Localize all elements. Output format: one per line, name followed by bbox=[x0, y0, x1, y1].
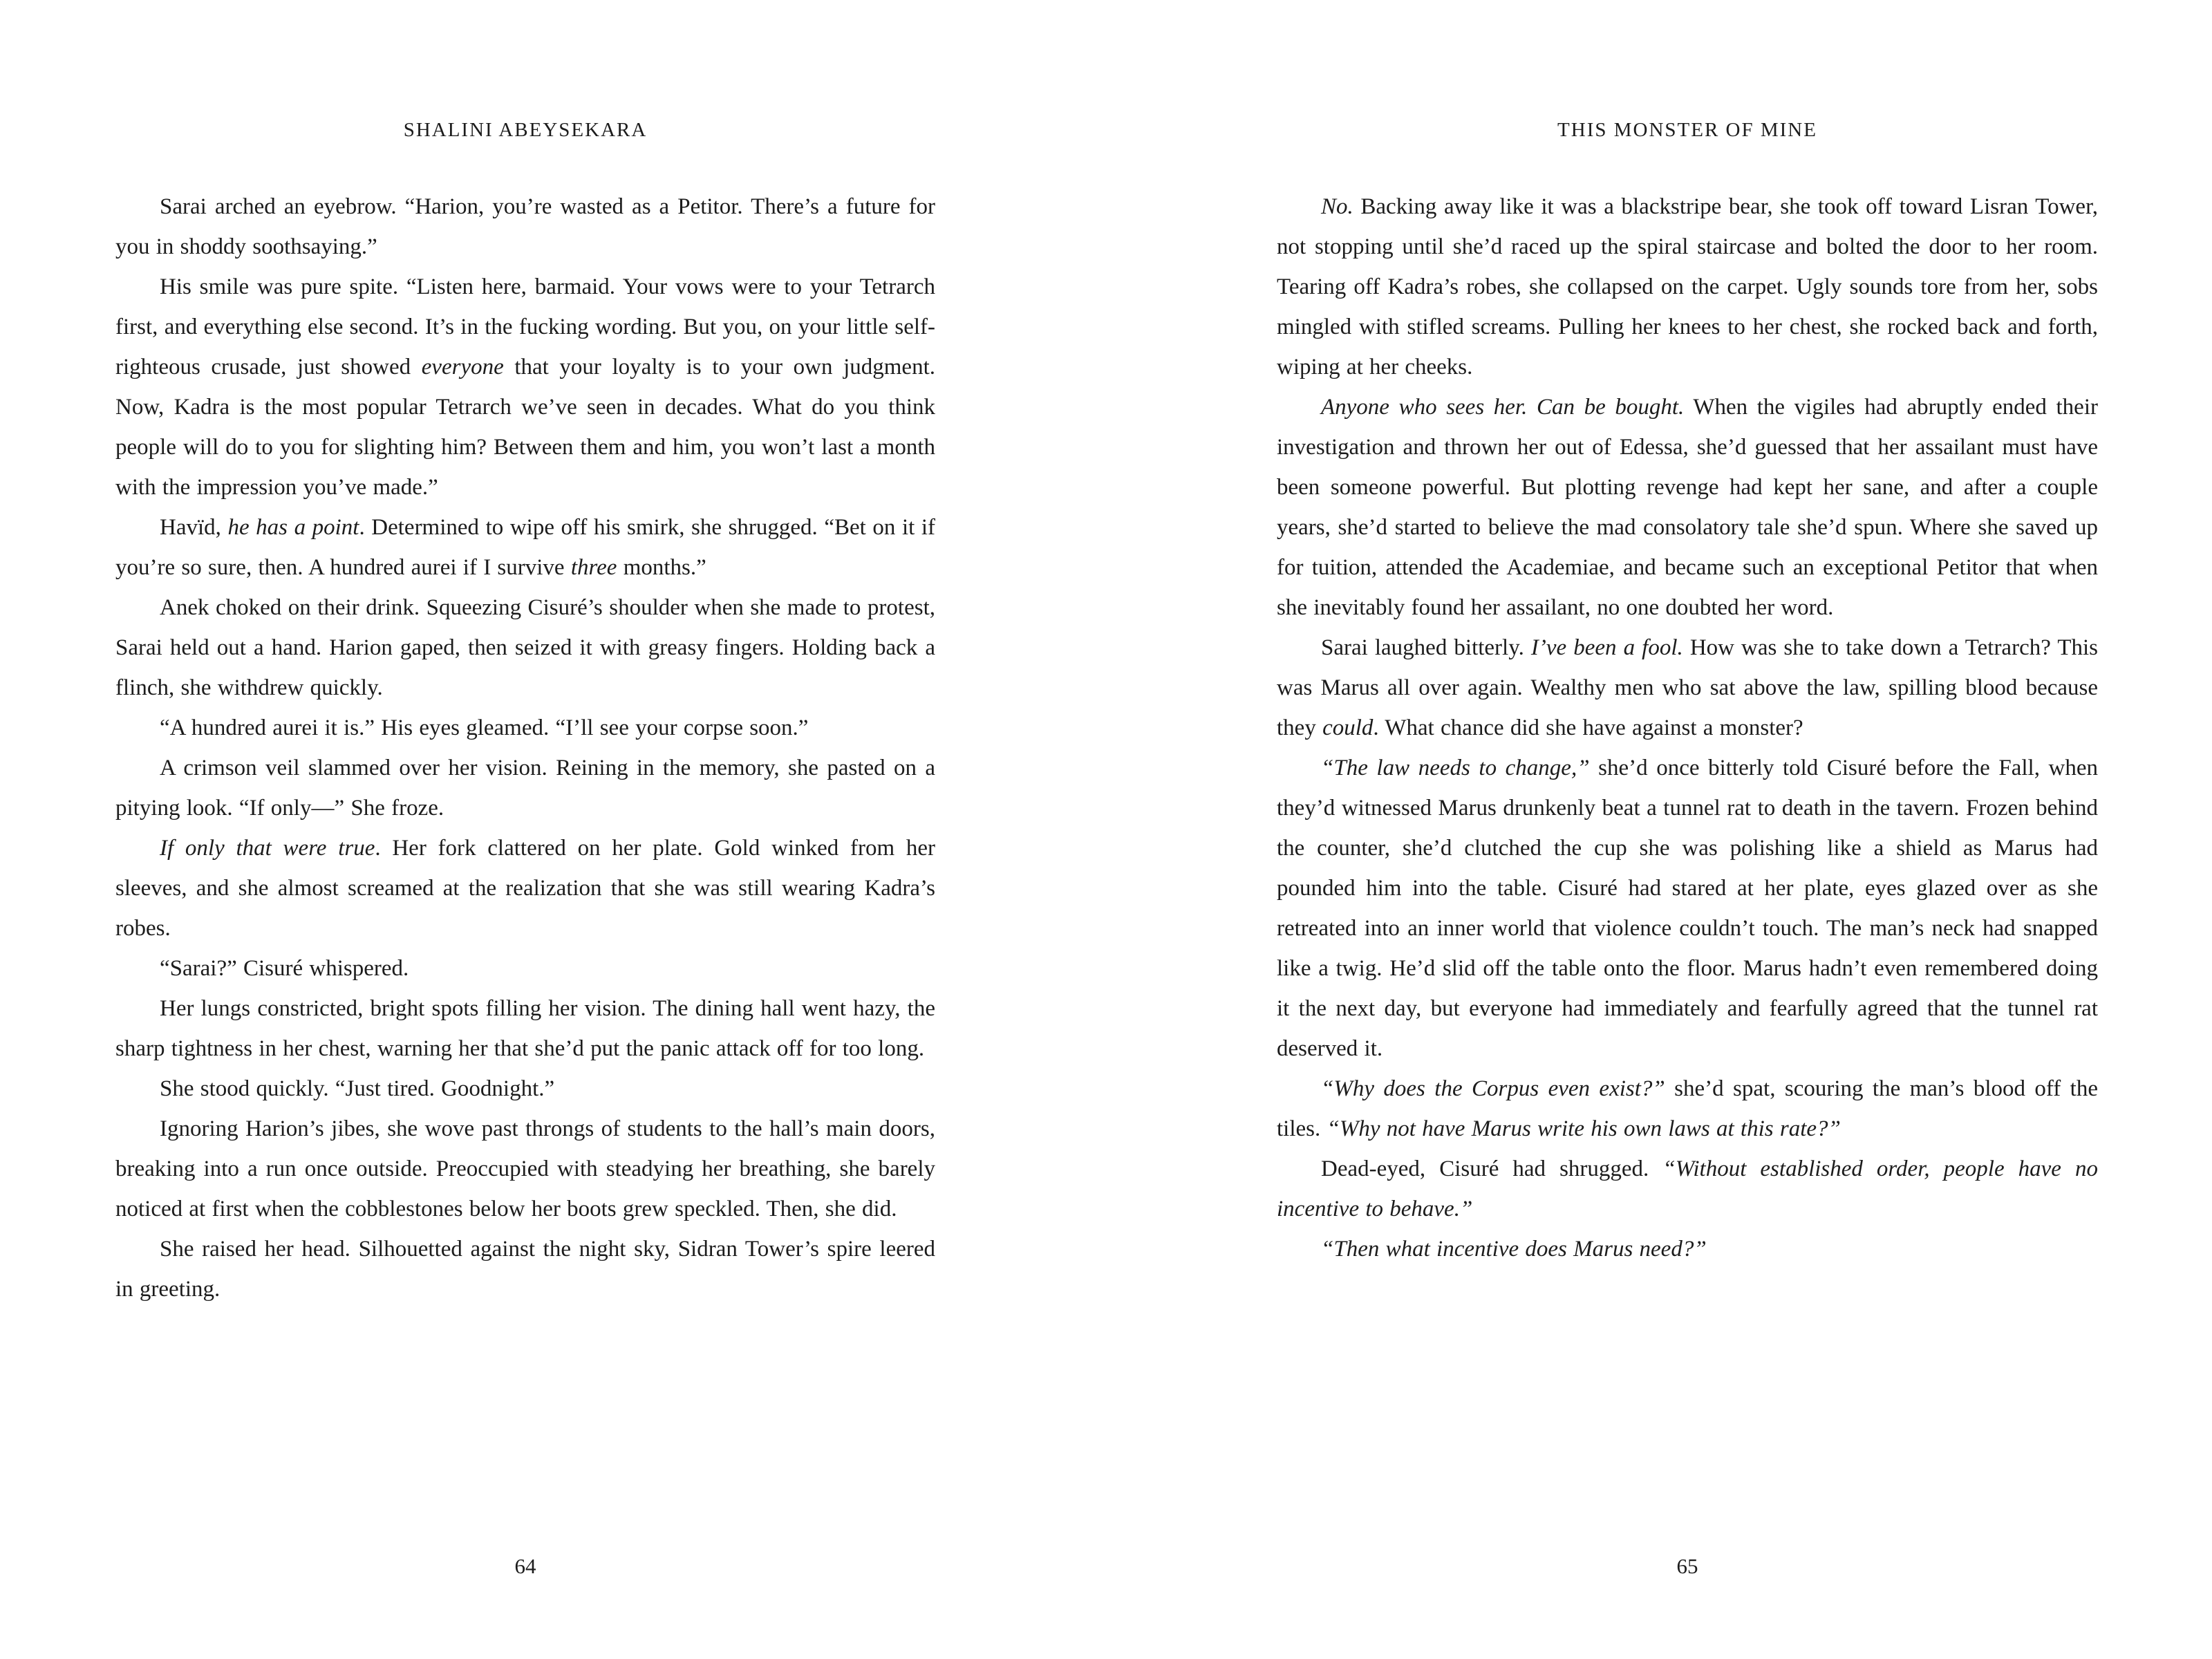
paragraph: Sarai arched an eyebrow. “Harion, you’re wasted as a Petitor. There’s a future for you in shoddy soothsaying.” bbox=[115, 194, 935, 259]
paragraph: Anyone who sees her. Can be bought. When the vigiles had abruptly ended their investigation and thrown her out of Edessa, she’d guessed that her assailant must have been someone powerful. But plotting revenge had kept her sane, and after a couple years, she’d started to believe the mad consolatory tale she’d spun. Where she saved up for tuition, attended the Academiae, and became such an exceptional Petitor that when she inevitably found her assailant, no one doubted her word. bbox=[1277, 395, 2098, 620]
paragraph: Her lungs constricted, bright spots filling her vision. The dining hall went hazy, the sharp tightness in her chest, warning her that she’d put the panic attack off for too long. bbox=[115, 996, 935, 1061]
running-header-title: THIS MONSTER OF MINE bbox=[1557, 119, 1817, 141]
paragraph: “Sarai?” Cisuré whispered. bbox=[160, 956, 409, 981]
paragraph: “A hundred aurei it is.” His eyes gleamed. “I’ll see your corpse soon.” bbox=[160, 715, 809, 740]
running-header-author: SHALINI ABEYSEKARA bbox=[403, 119, 648, 141]
paragraph: Dead-eyed, Cisuré had shrugged. “Without established order, people have no incentive to behave.” bbox=[1277, 1156, 2098, 1221]
paragraph: She stood quickly. “Just tired. Goodnight.” bbox=[160, 1076, 555, 1101]
page-right bbox=[1106, 0, 2212, 1659]
paragraph: No. Backing away like it was a blackstripe bear, she took off toward Lisran Tower, not stopping until she’d raced up the spiral staircase and bolted the door to her room. Tearing off Kadra’s robes, she collapsed on the carpet. Ugly sounds tore from her, sobs mingled with stifled screams. Pulling her knees to her chest, she rocked back and forth, wiping at her cheeks. bbox=[1277, 194, 2098, 379]
page-left-content bbox=[115, 116, 935, 1309]
page-number-left: 64 bbox=[514, 1554, 536, 1578]
paragraph: A crimson veil slammed over her vision. Reining in the memory, she pasted on a pitying look. “If only—” She froze. bbox=[115, 756, 935, 821]
paragraph: She raised her head. Silhouetted against the night sky, Sidran Tower’s spire leered in greeting. bbox=[115, 1237, 935, 1302]
paragraph: “Then what incentive does Marus need?” bbox=[1321, 1237, 1707, 1262]
paragraph: “Why does the Corpus even exist?” she’d spat, scouring the man’s blood off the tiles. “Why not have Marus write his own laws at this rate?” bbox=[1277, 1076, 2098, 1141]
page-number-right: 65 bbox=[1676, 1554, 1698, 1578]
paragraph: Havïd, he has a point. Determined to wipe off his smirk, she shrugged. “Bet on it if you’re so sure, then. A hundred aurei if I survive three months.” bbox=[115, 515, 935, 580]
paragraph: “The law needs to change,” she’d once bitterly told Cisuré before the Fall, when they’d witnessed Marus drunkenly beat a tunnel rat to death in the tavern. Frozen behind the counter, she’d clutched the cup she was polishing like a shield as Marus had pounded him into the table. Cisuré had stared at her plate, eyes glazed over as she retreated into an inner world that violence couldn’t touch. The man’s neck had snapped like a twig. He’d slid off the table onto the floor. Marus hadn’t even remembered doing it the next day, but everyone had immediately and fearfully agreed that the tunnel rat deserved it. bbox=[1277, 756, 2099, 1061]
body-text-right bbox=[1277, 187, 2098, 1269]
paragraph: Sarai laughed bitterly. I’ve been a fool. How was she to take down a Tetrarch? This was Marus all over again. Wealthy men who sat above the law, spilling blood because they could. What chance did she have against a monster? bbox=[1277, 635, 2098, 740]
paragraph: His smile was pure spite. “Listen here, barmaid. Your vows were to your Tetrarch first, and everything else second. It’s in the fucking wording. But you, on your little self-righteous crusade, just showed everyone that your loyalty is to your own judgment. Now, Kadra is the most popular Tetrarch we’ve seen in decades. What do you think people will do to you for slighting him? Between them and him, you won’t last a month with the impression you’ve made.” bbox=[115, 274, 935, 500]
paragraph: Ignoring Harion’s jibes, she wove past throngs of students to the hall’s main doors, breaking into a run once outside. Preoccupied with steadying her breathing, she barely noticed at first when the cobblestones below her boots grew speckled. Then, she did. bbox=[115, 1116, 935, 1221]
body-text-left bbox=[115, 187, 935, 1309]
paragraph: If only that were true. Her fork clattered on her plate. Gold winked from her sleeves, and she almost screamed at the realization that she was still wearing Kadra’s robes. bbox=[115, 836, 935, 941]
page-right-content bbox=[1277, 116, 2098, 1269]
paragraph: Anek choked on their drink. Squeezing Cisuré’s shoulder when she made to protest, Sarai held out a hand. Harion gaped, then seized it with greasy fingers. Holding back a flinch, she withdrew quickly. bbox=[115, 595, 935, 700]
